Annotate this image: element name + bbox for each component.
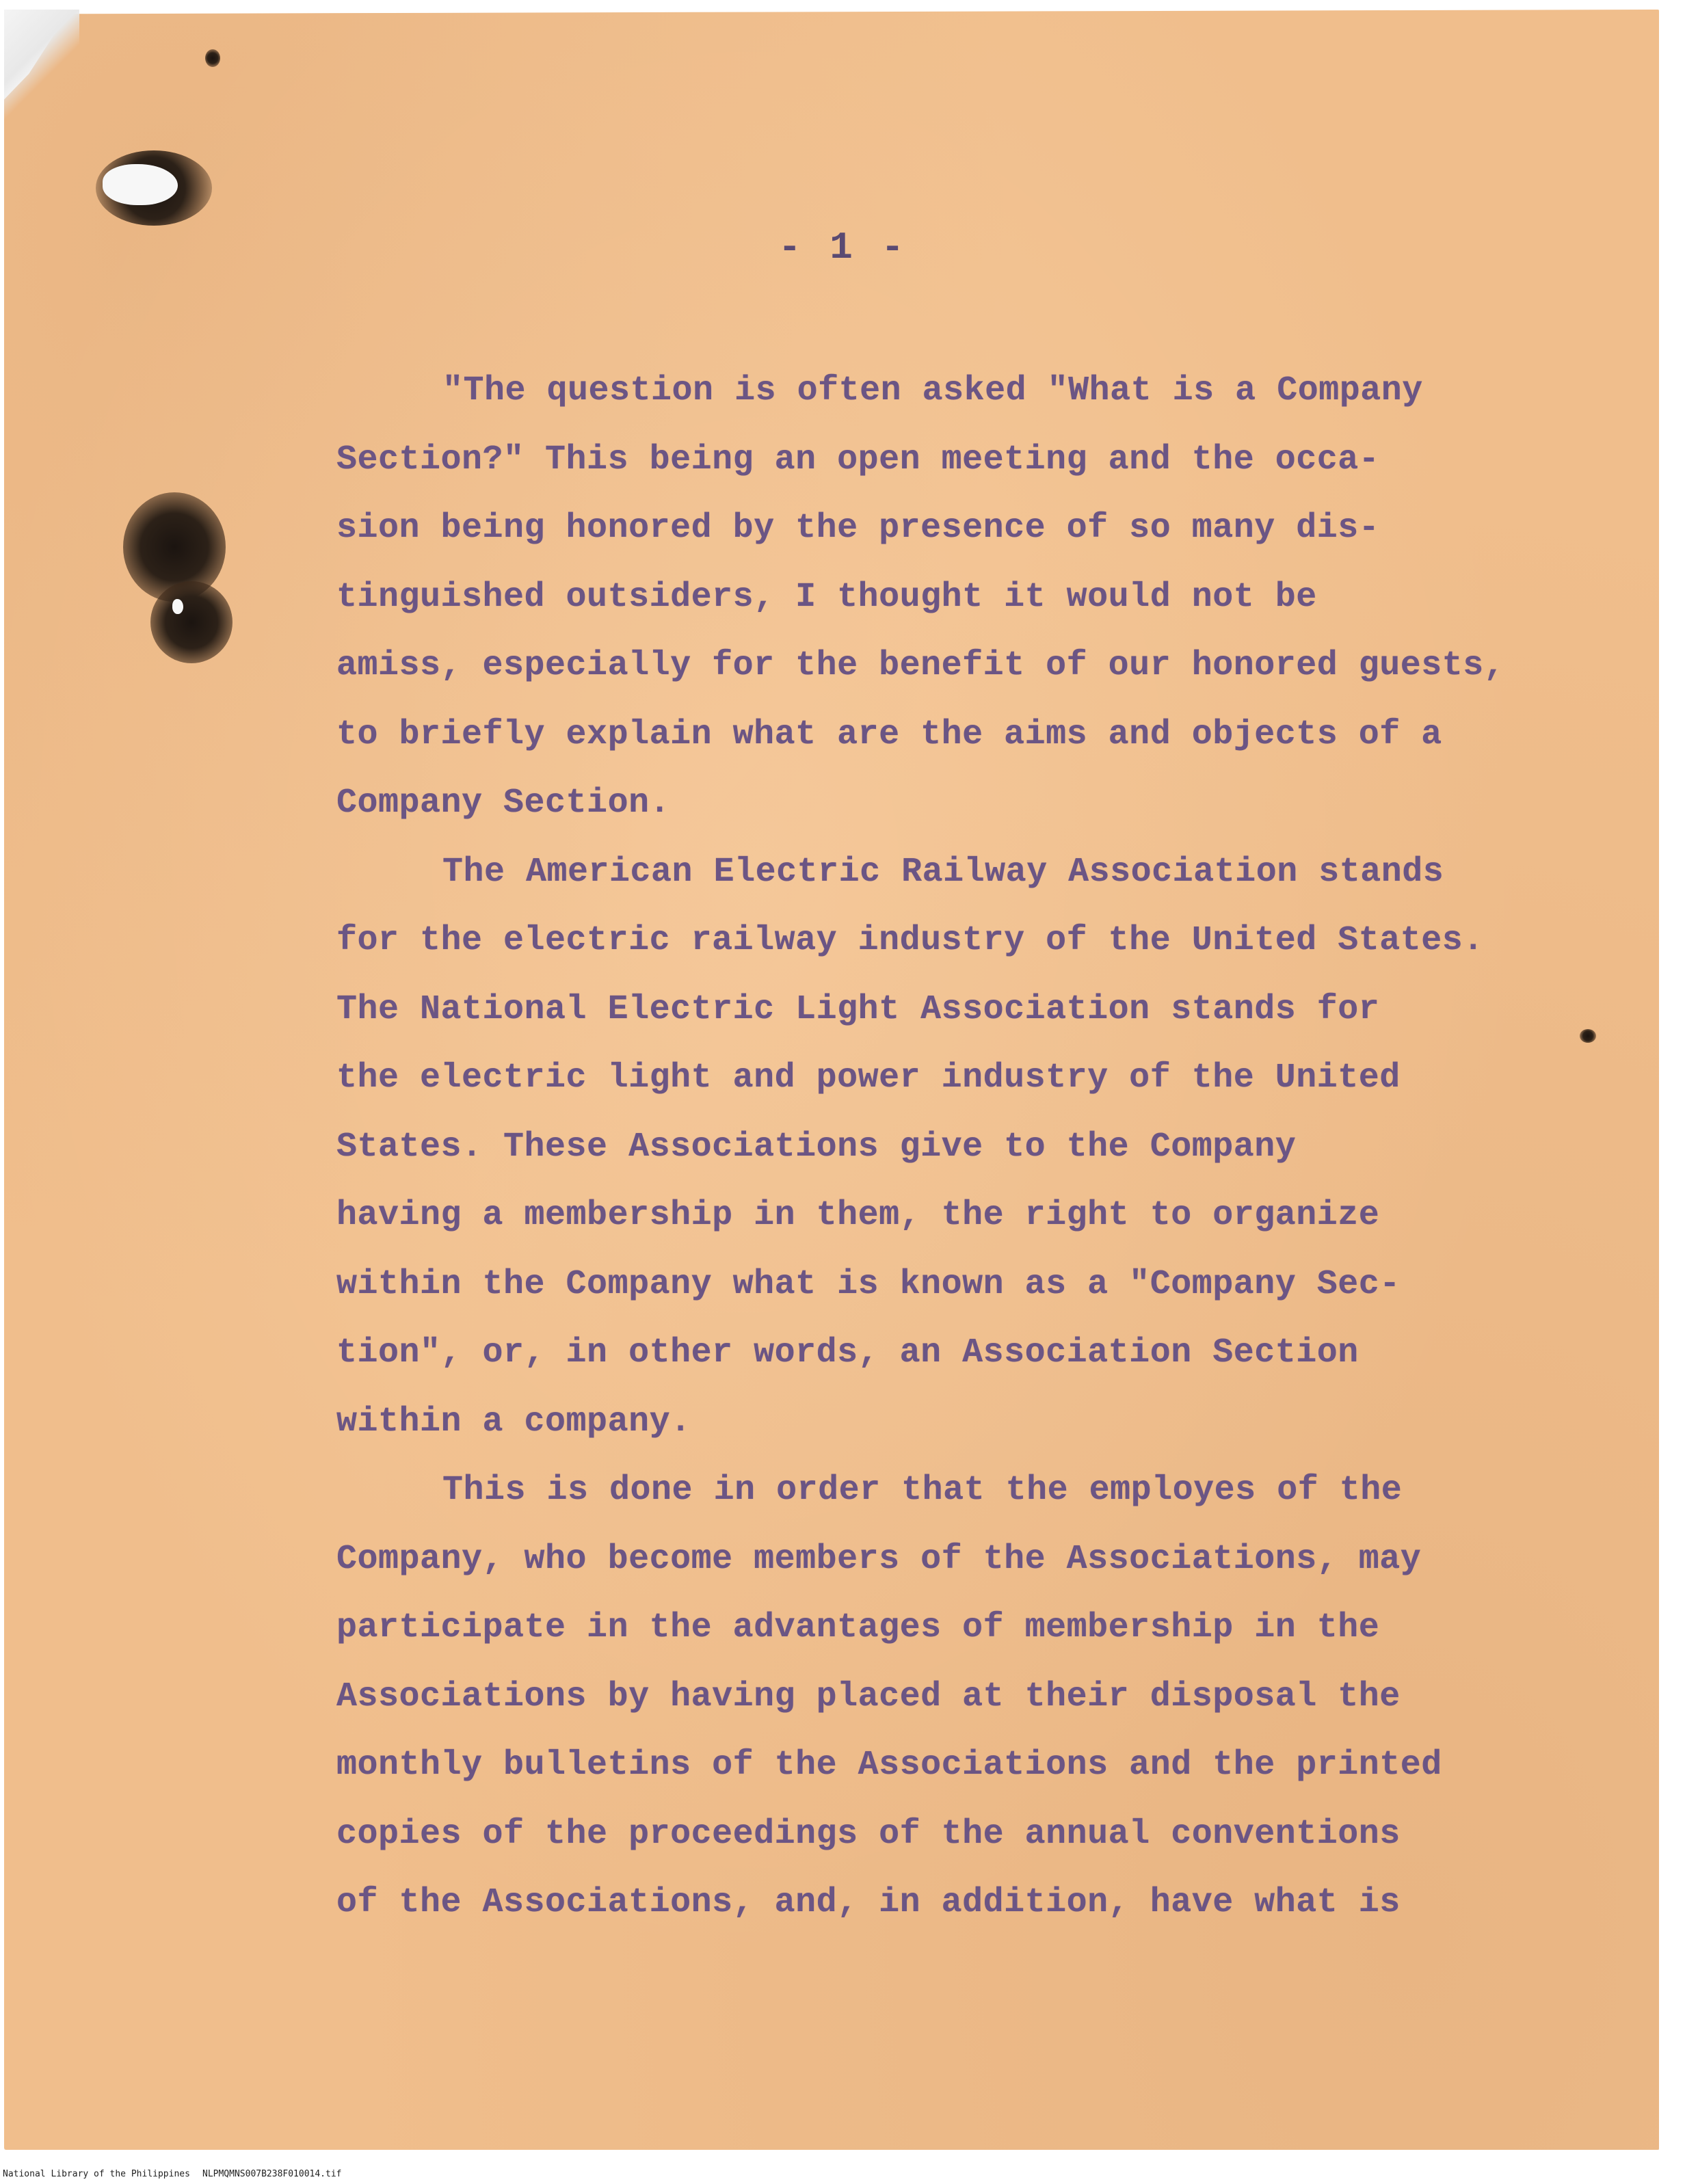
ink-stain-middle-lower [150, 581, 233, 663]
ink-stain-right [1580, 1029, 1596, 1043]
paragraph-3: This is done in order that the employes of the Company, who become members of the Associations, may participate in the advantages of membership in the Associations by having placed at their disposal the monthly bulletins of the Associations and the printed copies of the proceedings of the annual conventions of the Associations, and, in addition, have what is [336, 1471, 1442, 1922]
paragraph-2: The American Electric Railway Association stands for the electric railway industry of the United States. The National Electric Light Association stands for the electric light and power industry of the United States. These Associations give to the Company having a membership in them, the right to organize within the Company what is known as a "Company Sec- tion", or, in other words, an Association Section within a company. [336, 852, 1484, 1441]
footer-filename: NLPMQMNS007B238F010014.tif [202, 2169, 342, 2179]
scan-footer [0, 2165, 1685, 2184]
punch-hole-top [103, 164, 178, 205]
punch-hole-middle [172, 599, 183, 614]
page-number: - 1 - [778, 226, 907, 269]
ink-stain-top [205, 49, 220, 67]
typewritten-body [336, 357, 1513, 1938]
footer-institution: National Library of the Philippines [3, 2169, 190, 2179]
paragraph-1: "The question is often asked "What is a Company Section?" This being an open meeting and the occa- sion being honored by the presence of so many dis- tinguished outsiders, I thought it would not be amiss, especially for the benefit of our honored guests, to briefly explain what are the aims and objects of a Company Section. [336, 371, 1505, 823]
